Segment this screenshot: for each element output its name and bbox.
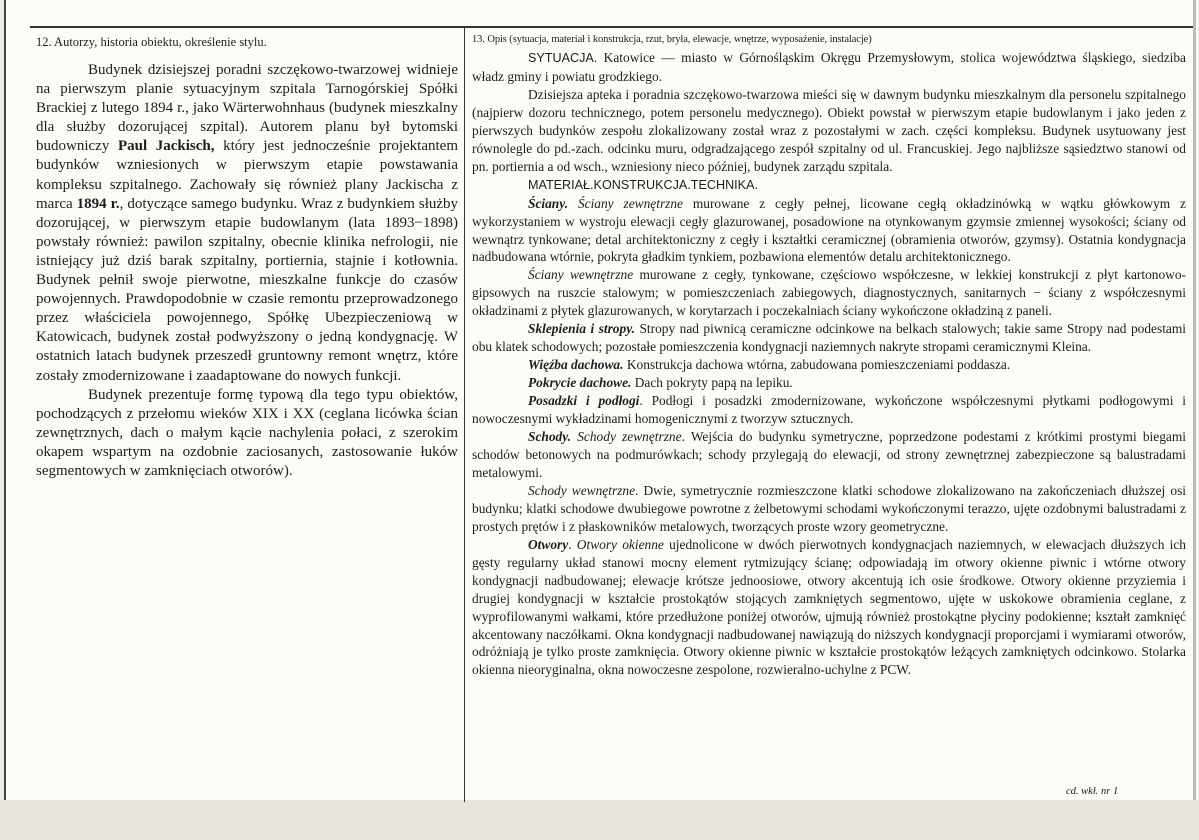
section-13-heading: 13. Opis (sytuacja, materiał i konstrukcja, rzut, bryła, elewacje, wnętrze, wyposażenie, instalacje) <box>472 34 872 45</box>
interior-stairs-paragraph: Schody wewnętrzne. Dwie, symetrycznie rozmieszczone klatki schodowe zlokalizowano na zakończeniach dłuższej osi budynku; klatki schodowe dwubiegowe powrotne z żelbetowymi schodami wykończonymi terazzo, ujęte ozdobnymi balustradami z prostych prętów i z płaskowników metalowych, tworzących proste wzory geometryczne. <box>472 482 1186 534</box>
section-12-authors-history <box>36 34 458 481</box>
plan-date: 1894 r. <box>76 195 120 212</box>
history-paragraph: Budynek dzisiejszej poradni szczękowo-twarzowej widnieje na pierwszym planie sytuacyjnym szpitala Tarnogórskiej Spółki Brackiej z lutego 1894 r., jako Wärterwohnhaus (budynek mieszkalny dla służby dozorującej szpital). Autorem planu był bytomski budowniczy Paul Jackisch, który jest jednocześnie projektantem budynków wzniesionych w pierwszym etapie powstawania kompleksu szpitalnego. Zachowały się również plany Jackischa z marca 1894 r., dotyczące samego budynku. Wraz z budynkiem służby dozorującej, w pierwszym etapie budowlanym (lata 1893−1898) powstały również: pawilon szpitalny, obecnie klinika nefrologii, nie istniejący już dziś barak szpitalny, portiernia, stajnie i kotłownia. Budynek pełnił swoje pierwotne, mieszkalne funkcje do czasów powojennych. Prawdopodobnie w czasie remontu przeprowadzonego przez właściciela powojennego, Spółkę Ubezpieczeniową w Katowicach, budynek został podwyższony o jedną kondygnację. W ostatnich latach budynek przeszedł gruntowny remont wnętrz, które zostały zmodernizowane i zaadaptowane do nowych funkcji. <box>36 62 459 384</box>
section-12-heading: 12. Autorzy, historia obiektu, określenie stylu. <box>36 35 267 49</box>
openings-paragraph: Otwory. Otwory okienne ujednolicone w dwóch pierwotnych kondygnacjach naziemnych, w elewacjach dłuższych ich gęsty regularny układ stanowi mocny element rytmizujący ścianę; odpowiadają im otwory okienne piwnic i wtórne otwory kondygnacji nadbudowanej; elewacje krótsze jednoosiowe, otwory akcentują ich osie środkowe. Otwory okienne przyziemia i drugiej kondygnacji w kształcie prostokątów stojących zamkniętych segmentowo, ujęte w uskokowe obramienia ceglane, z wyprofilowanymi wałkami, które przedłużone poniżej otworów, ujmują również prostokątne płyciny podokienne; kształt zamknięć akcentowany naczółkami. Okna kondygnacji nadbudowanej nawiązują do niższych kondygnacji proporcjami i wymiarami otworów, odróżniają je tylko proste zamknięcia. Otwory okienne piwnic w kształcie prostokątów leżących zamkniętych odcinkowo. Stolarka okienna nieoryginalna, okna nowoczesne zespolone, rozwieralno-uchylne z PCW. <box>472 536 1186 678</box>
walls-paragraph: Ściany. Ściany zewnętrzne murowane z cegły pełnej, licowane cegłą okładzinówką w wątku główkowym z wykorzystaniem w wystroju elewacji cegły glazurowanej, posadowione na otynkowanym gzymsie zmiennej wysokości; ściany od wewnątrz tynkowane; detal architektoniczny z cegły i kształtki ceramicznej (obramienia otworów, gzymsy). Ostatnia kondygnacja nadbudowana wtórnie, pokryta gładkim tynkiem, pozbawiona elementów detalu architektonicznego. <box>472 195 1186 265</box>
roof-covering-paragraph: Pokrycie dachowe. Dach pokryty papą na lepiku. <box>528 375 793 391</box>
architect-name: Paul Jackisch, <box>117 138 215 155</box>
roof-truss-paragraph: Więźba dachowa. Konstrukcja dachowa wtórna, zabudowana pomieszczeniami poddasza. <box>528 357 1011 373</box>
top-rule <box>30 26 1194 28</box>
continuation-note: cd. wkł. nr 1 <box>1066 786 1119 797</box>
style-paragraph: Budynek prezentuje formę typową dla tego typu obiektów, pochodzących z przełomu wieków XIX i XX (ceglana licówka ścian zewnętrznych, dach o małym kącie nachylenia połaci, z szerokim okapem wspartym na ozdobnie zaciosanych, zastosowanie łuków segmentowych w zamknięciach otworów). <box>36 386 458 479</box>
material-heading: MATERIAŁ.KONSTRUKCJA.TECHNIKA. <box>528 177 758 192</box>
section-13-description <box>472 33 1186 679</box>
column-divider <box>464 27 465 802</box>
location-paragraph: Dzisiejsza apteka i poradnia szczękowo-twarzowa mieści się w dawnym budynku mieszkalnym dla personelu szpitalnego (najpierw dozoru technicznego, potem personelu medycznego). Obiekt powstał w pierwszym etapie budowlanym i jako jeden z pierwszych budynków zespołu zlokalizowany został wraz z pozostałymi w zach. części kompleksu. Budynek usytuowany jest równolegle do pd.-zach. odcinku muru, odgradzającego zespół szpitalny od ul. Francuskiej. Jego najbliższe sąsiedztwo stanowi od pn. portiernia a od wsch., wzniesiony nieco później, budynek zarządu szpitala. <box>472 86 1186 174</box>
interior-walls-paragraph: Ściany wewnętrzne murowane z cegły, tynkowane, częściowo współczesne, w lekkiej konstrukcji z płyt kartonowo-gipsowych na ruszcie stalowym; w pomieszczeniach zabiegowych, diagnostycznych, sanitarnych − ściany z współczesnymi okładzinami z płytek glazurowanych, w korytarzach i poczekalniach ściany wykończone okładziną z paneli. <box>472 267 1186 319</box>
sytuacja-paragraph: SYTUACJA. Katowice — miasto w Górnośląskim Okręgu Przemysłowym, stolica województwa śląskiego, siedziba władz gminy i powiatu grodzkiego. <box>472 50 1186 84</box>
scan-background <box>0 800 1199 840</box>
floors-paragraph: Posadzki i podłogi. Podłogi i posadzki zmodernizowane, wykończone współczesnymi płytkami podłogowymi i nowoczesnymi wykładzinami homogenicznymi z tworzyw sztucznych. <box>472 393 1186 427</box>
stairs-paragraph: Schody. Schody zewnętrzne. Wejścia do budynku symetryczne, poprzedzone podestami z krótkimi prostymi biegami schodów betonowych na podmurówkach; schody przylegają do elewacji, od strony zewnętrznej zabezpieczone są balustradami metalowymi. <box>472 429 1186 480</box>
sheet-edge <box>1193 0 1196 800</box>
ceilings-paragraph: Sklepienia i stropy. Stropy nad piwnicą ceramiczne odcinkowe na belkach stalowych; takie same Stropy nad podestami obu klatek schodowych; pozostałe pomieszczenia kondygnacji naziemnych nakryte stropami ceramicznymi Kleina. <box>472 321 1186 355</box>
